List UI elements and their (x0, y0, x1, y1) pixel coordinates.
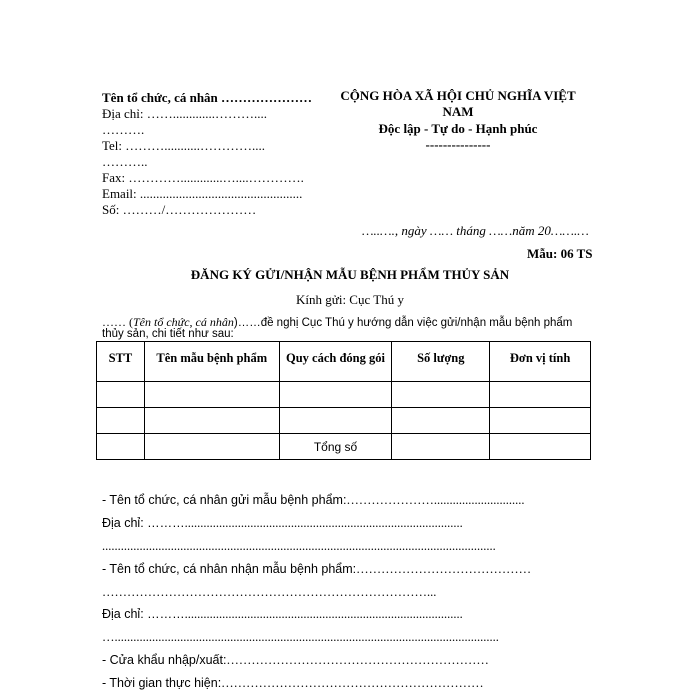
sender-label: - Tên tổ chức, cá nhân gửi mẫu bệnh phẩm: (102, 493, 347, 507)
time-field (102, 676, 484, 691)
table-cell[interactable] (490, 382, 591, 408)
table-cell[interactable] (144, 382, 279, 408)
table-cell[interactable] (490, 434, 591, 460)
total-label: Tổng số (279, 434, 392, 460)
date-line: …..…., ngày …… tháng ……năm 20…….… (362, 223, 589, 238)
receiver-field (102, 562, 531, 577)
org-address-label: Địa chỉ: …….............……….... (102, 106, 268, 121)
table-total-row (97, 434, 591, 460)
col-header-unit: Đơn vị tính (490, 342, 591, 382)
table-cell[interactable] (144, 408, 279, 434)
table-cell[interactable] (97, 408, 145, 434)
org-fax-label: Fax: ………….............…....…………. (102, 170, 304, 185)
org-tel-cont: ……….. (102, 154, 148, 169)
intro-prefix: …… ( (102, 315, 133, 329)
table-cell[interactable] (144, 434, 279, 460)
national-motto: Độc lập - Tự do - Hạnh phúc (378, 121, 538, 136)
form-code: Mẫu: 06 TS (527, 246, 593, 261)
org-address-cont: ………. (102, 122, 145, 137)
table-cell[interactable] (279, 382, 392, 408)
col-header-packaging: Quy cách đóng gói (279, 342, 392, 382)
receiver-line-2[interactable]: ……………………………………………………………………... (102, 585, 437, 599)
document-title: ĐĂNG KÝ GỬI/NHẬN MẪU BỆNH PHẨM THỦY SẢN (190, 267, 510, 282)
table-header-row (97, 342, 591, 382)
table-row (97, 382, 591, 408)
sender-address-line-2[interactable]: .............................................................................................................................. (102, 539, 496, 553)
intro-line-2: thủy sản, chi tiết như sau: (102, 328, 234, 340)
recipient-line: Kính gửi: Cục Thú y (296, 292, 404, 307)
sender-address-label: Địa chỉ: ……… (102, 516, 185, 530)
table-cell[interactable] (97, 434, 145, 460)
col-header-quantity: Số lượng (392, 342, 490, 382)
table-cell[interactable] (279, 408, 392, 434)
receiver-address-line-2[interactable]: …........................................................................................................................... (102, 630, 499, 644)
org-tel-label: Tel: ………...........………….... (102, 138, 266, 153)
time-label: - Thời gian thực hiện: (102, 676, 222, 690)
receiver-address-field (102, 607, 463, 622)
republic-line-1: CỘNG HÒA XÃ HỘI CHỦ NGHĨA VIỆT (340, 88, 576, 103)
border-gate-input[interactable]: ……………………………………………………… (226, 653, 489, 667)
sender-field (102, 493, 525, 508)
border-gate-field (102, 653, 489, 668)
national-header (338, 88, 578, 153)
receiver-label: - Tên tổ chức, cá nhân nhận mẫu bệnh phẩm: (102, 562, 357, 576)
receiver-address-label: Địa chỉ: ……… (102, 607, 185, 621)
org-email-label: Email: .................................................. (102, 186, 303, 201)
receiver-input[interactable]: …………………………………… (356, 562, 532, 576)
table-row (97, 408, 591, 434)
table-cell[interactable] (392, 382, 490, 408)
sender-input[interactable]: …………………............................. (346, 493, 525, 507)
sender-address-field (102, 516, 463, 531)
document-number: Số: ………/………………… (102, 202, 257, 217)
sample-table (96, 341, 591, 460)
motto-underline: --------------- (425, 137, 491, 152)
receiver-address-input[interactable]: ......................................................................................... (184, 607, 463, 621)
intro-suffix: )……đề nghị Cục Thú y hướng dẫn việc gửi/nhận mẫu bệnh phẩm (233, 317, 573, 329)
col-header-stt: STT (97, 342, 145, 382)
border-gate-label: - Cửa khẩu nhập/xuất: (102, 653, 227, 667)
table-cell[interactable] (97, 382, 145, 408)
sender-address-input[interactable]: ......................................................................................... (184, 516, 463, 530)
time-input[interactable]: ……………………………………………………… (221, 676, 484, 690)
org-name-label: Tên tổ chức, cá nhân ………………… (102, 90, 313, 105)
table-cell[interactable] (392, 408, 490, 434)
table-cell[interactable] (392, 434, 490, 460)
intro-org-placeholder: Tên tổ chức, cá nhân (133, 315, 234, 329)
table-cell[interactable] (490, 408, 591, 434)
col-header-sample-name: Tên mẫu bệnh phẩm (144, 342, 279, 382)
republic-line-2: NAM (442, 104, 474, 119)
